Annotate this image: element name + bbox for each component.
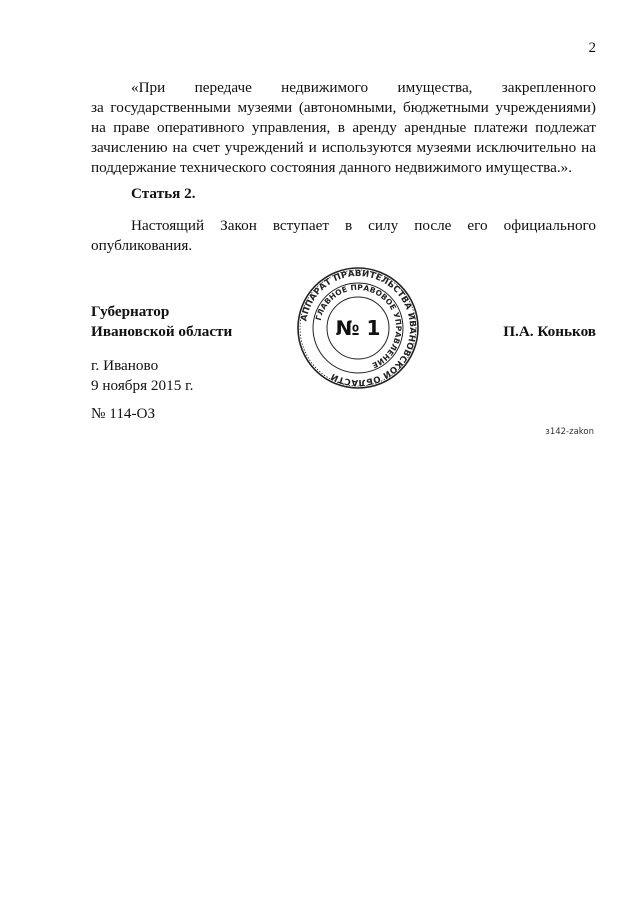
paragraph-effective (91, 216, 596, 256)
signatory-title-line2: Ивановской области (91, 323, 233, 340)
signatory-title (91, 302, 232, 342)
page-number: 2 (588, 40, 596, 56)
paragraph-effective-line2: опубликования. (91, 237, 193, 254)
official-seal (296, 266, 420, 390)
signatory-title-line1: Губернатор (91, 303, 170, 320)
place-and-date (91, 356, 193, 396)
signatory-name: П.А. Коньков (503, 323, 596, 340)
paragraph-amendment (91, 78, 596, 178)
paragraph-amendment-line1: «При передаче недвижимого имущества, закрепленного (131, 79, 596, 96)
article-heading: Статья 2. (131, 185, 196, 202)
document-code: з142-zakon (545, 427, 594, 437)
seal-center-number: № 1 (335, 316, 381, 340)
place: г. Иваново (91, 357, 159, 374)
paragraph-amendment-body: за государственными музеями (автономными, бюджетными учреждениями) на праве оперативного управления, в аренду арендные платежи подлежат зачислению на счет учреждений и используются музеями исключительно на поддержание технического состояния данного недвижимого имущества.». (91, 99, 596, 176)
date: 9 ноября 2015 г. (91, 377, 194, 394)
seal-outer-text: АППАРАТ ПРАВИТЕЛЬСТВА ИВАНОВСКОЙ ОБЛАСТИ (299, 268, 418, 388)
seal-inner-text: ГЛАВНОЕ ПРАВОВОЕ УПРАВЛЕНИЕ (313, 282, 404, 371)
law-number: № 114-ОЗ (91, 405, 156, 422)
paragraph-effective-line1: Настоящий Закон вступает в силу после его официального (131, 217, 596, 234)
